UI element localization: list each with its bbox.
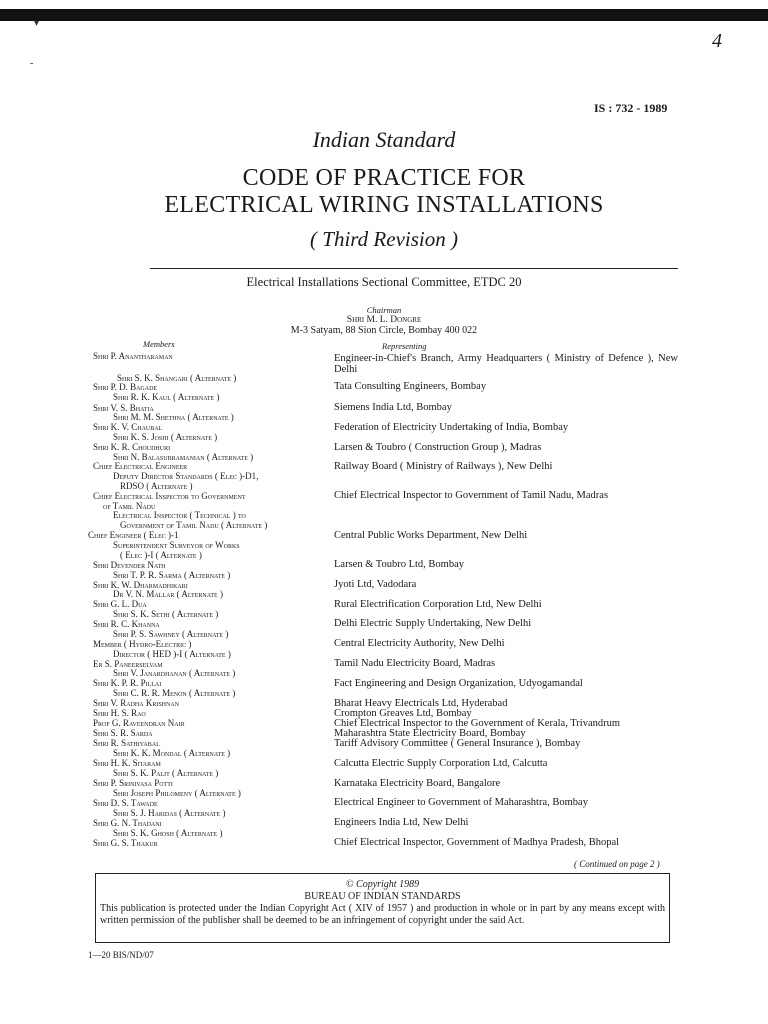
title-divider xyxy=(150,268,678,269)
member-entry: Member ( Hydro-Electric ) xyxy=(93,639,192,649)
member-entry: Shri K. V. Chaubal xyxy=(93,422,163,432)
member-entry: Chief Electrical Inspector to Government xyxy=(93,491,246,501)
representing-entry: Chief Electrical Inspector to the Government of Kerala, Trivandrum xyxy=(334,718,621,729)
representing-entry: Central Public Works Department, New Delhi xyxy=(334,530,528,541)
member-entry: Director ( HED )-I ( Alternate ) xyxy=(113,649,231,659)
scan-speck: ▾ xyxy=(34,18,40,29)
member-entry: Shri K. S. Joshi ( Alternate ) xyxy=(113,432,218,442)
member-entry: Shri S. K. Palit ( Alternate ) xyxy=(113,768,219,778)
member-entry: Shri Joseph Philomeny ( Alternate ) xyxy=(113,788,241,798)
member-entry: Electrical Inspector ( Technical ) to xyxy=(113,510,246,520)
representing-entry: Larsen & Toubro ( Construction Group ), Madras xyxy=(334,442,542,453)
copyright-notice: This publication is protected under the Indian Copyright Act ( XIV of 1957 ) and production in whole or in part by any means except with written permission of the publisher shall be deemed to be an infringement of copyright under the said Act. xyxy=(100,903,665,926)
representing-entry: Chief Electrical Inspector, Government of Madhya Pradesh, Bhopal xyxy=(334,837,620,848)
member-entry: Government of Tamil Nadu ( Alternate ) xyxy=(120,520,268,530)
representing-entry: Engineer-in-Chief's Branch, Army Headquarters ( Ministry of Defence ), New Delhi xyxy=(334,353,678,375)
standard-number: IS : 732 - 1989 xyxy=(594,101,668,115)
member-entry: Er S. Paneerselvam xyxy=(93,659,163,669)
representing-entry: Siemens India Ltd, Bombay xyxy=(334,402,452,413)
representing-entry: Tata Consulting Engineers, Bombay xyxy=(334,381,487,392)
member-entry: Shri S. K. Shangari ( Alternate ) xyxy=(117,373,237,383)
member-entry: Shri K. K. Mondal ( Alternate ) xyxy=(113,748,231,758)
title-line-2: CODE OF PRACTICE FOR xyxy=(242,165,526,191)
member-entry: Shri T. P. R. Sarma ( Alternate ) xyxy=(113,570,231,580)
representing-entry: Engineers India Ltd, New Delhi xyxy=(334,817,469,828)
continued-note: ( Continued on page 2 ) xyxy=(574,859,660,869)
member-entry: Shri V. Radha Krishnan xyxy=(93,698,180,708)
member-entry: Superintendent Surveyor of Works xyxy=(113,540,240,550)
scan-speck: - xyxy=(30,58,34,69)
member-entry: Shri D. S. Tawade xyxy=(93,798,158,808)
member-entry: Chief Engineer ( Elec )-1 xyxy=(88,530,179,540)
representing-entry: Electrical Engineer to Government of Maharashtra, Bombay xyxy=(334,797,588,808)
representing-entry: Tamil Nadu Electricity Board, Madras xyxy=(334,658,496,669)
representing-entry: Fact Engineering and Design Organization, Udyogamandal xyxy=(334,678,583,689)
representing-entry: Tariff Advisory Committee ( General Insurance ), Bombay xyxy=(334,738,581,749)
representing-entry: Delhi Electric Supply Undertaking, New Delhi xyxy=(334,618,532,629)
representing-entry: Maharashtra State Electricity Board, Bombay xyxy=(334,728,526,739)
title-indian-standard: Indian Standard xyxy=(312,127,456,152)
chairman-heading: Chairman xyxy=(366,305,402,315)
representing-entry: Jyoti Ltd, Vadodara xyxy=(334,579,417,590)
title-line-3: ELECTRICAL WIRING INSTALLATIONS xyxy=(164,192,604,218)
member-entry: Shri S. K. Sethi ( Alternate ) xyxy=(113,609,219,619)
member-entry: Shri G. L. Dua xyxy=(93,599,147,609)
member-entry: Shri P. S. Sawhney ( Alternate ) xyxy=(113,629,229,639)
member-entry: ( Elec )-I ( Alternate ) xyxy=(120,550,202,560)
member-entry: Shri V. Janardhanan ( Alternate ) xyxy=(113,668,236,678)
representing-entry: Central Electricity Authority, New Delhi xyxy=(334,638,505,649)
chairman-name: Shri M. L. Dongre xyxy=(346,315,422,325)
member-entry: Shri H. S. Rao xyxy=(93,708,146,718)
member-entry: Shri S. K. Ghosh ( Alternate ) xyxy=(113,828,223,838)
copyright-line: © Copyright 1989 xyxy=(345,879,420,890)
publisher-name: BUREAU OF INDIAN STANDARDS xyxy=(304,891,461,902)
member-entry: Shri M. M. Shethna ( Alternate ) xyxy=(113,412,234,422)
member-entry: Shri K. W. Dharmadhikari xyxy=(93,580,188,590)
representing-entry: Federation of Electricity Undertaking of India, Bombay xyxy=(334,422,569,433)
member-entry: Dr V. N. Mallar ( Alternate ) xyxy=(113,589,223,599)
member-entry: Shri K. P. R. Pillai xyxy=(93,678,162,688)
representing-entry: Crompton Greaves Ltd, Bombay xyxy=(334,708,472,719)
committee-name: Electrical Installations Sectional Committee, ETDC 20 xyxy=(246,275,522,289)
representing-entry: Karnataka Electricity Board, Bangalore xyxy=(334,778,501,789)
member-entry: Shri K. R. Choudhuri xyxy=(93,442,171,452)
member-entry: Shri R. K. Kaul ( Alternate ) xyxy=(113,392,220,402)
member-entry: Shri H. K. Sitaram xyxy=(93,758,161,768)
member-entry: of Tamil Nadu xyxy=(103,501,156,511)
member-entry: Chief Electrical Engineer xyxy=(93,461,188,471)
member-entry: Shri P. Anantharaman xyxy=(93,351,173,361)
member-entry: Deputy Director Standards ( Elec )-D1, xyxy=(113,471,259,481)
member-entry: Shri Devender Nath xyxy=(93,560,166,570)
representing-entry: Calcutta Electric Supply Corporation Ltd, Calcutta xyxy=(334,758,548,769)
top-scan-border xyxy=(0,9,768,21)
member-entry: Shri N. Balasubramanian ( Alternate ) xyxy=(113,452,254,462)
representing-heading: Representing xyxy=(382,341,427,351)
chairman-address: M-3 Satyam, 88 Sion Circle, Bombay 400 022 xyxy=(290,325,478,336)
member-entry: Shri C. R. R. Menon ( Alternate ) xyxy=(113,688,236,698)
representing-entry: Rural Electrification Corporation Ltd, New Delhi xyxy=(334,599,542,610)
member-entry: Prof G. Raveendran Nair xyxy=(93,718,185,728)
member-entry: Shri S. J. Haridas ( Alternate ) xyxy=(113,808,226,818)
member-entry: RDSO ( Alternate ) xyxy=(120,481,193,491)
title-revision: ( Third Revision ) xyxy=(310,227,458,251)
member-entry: Shri R. Sathiyabal xyxy=(93,738,160,748)
member-entry: Shri P. D. Bagade xyxy=(93,382,158,392)
representing-entry: Bharat Heavy Electricals Ltd, Hyderabad xyxy=(334,698,508,709)
member-entry: Shri P. Srinivasa Potti xyxy=(93,778,173,788)
print-code: 1—20 BIS/ND/07 xyxy=(88,950,154,960)
representing-entry: Chief Electrical Inspector to Government of Tamil Nadu, Madras xyxy=(334,490,609,501)
member-entry: Shri V. S. Bhatia xyxy=(93,403,154,413)
member-entry: Shri G. N. Thadani xyxy=(93,818,162,828)
representing-entry: Railway Board ( Ministry of Railways ), New Delhi xyxy=(334,461,553,472)
member-entry: Shri G. S. Thakur xyxy=(93,838,158,848)
member-entry: Shri R. C. Khanna xyxy=(93,619,160,629)
copyright-box xyxy=(95,873,670,943)
handwritten-page-mark: 4 xyxy=(712,30,722,52)
member-entry: Shri S. R. Sarda xyxy=(93,728,153,738)
representing-entry: Larsen & Toubro Ltd, Bombay xyxy=(334,559,465,570)
members-heading: Members xyxy=(143,339,175,349)
